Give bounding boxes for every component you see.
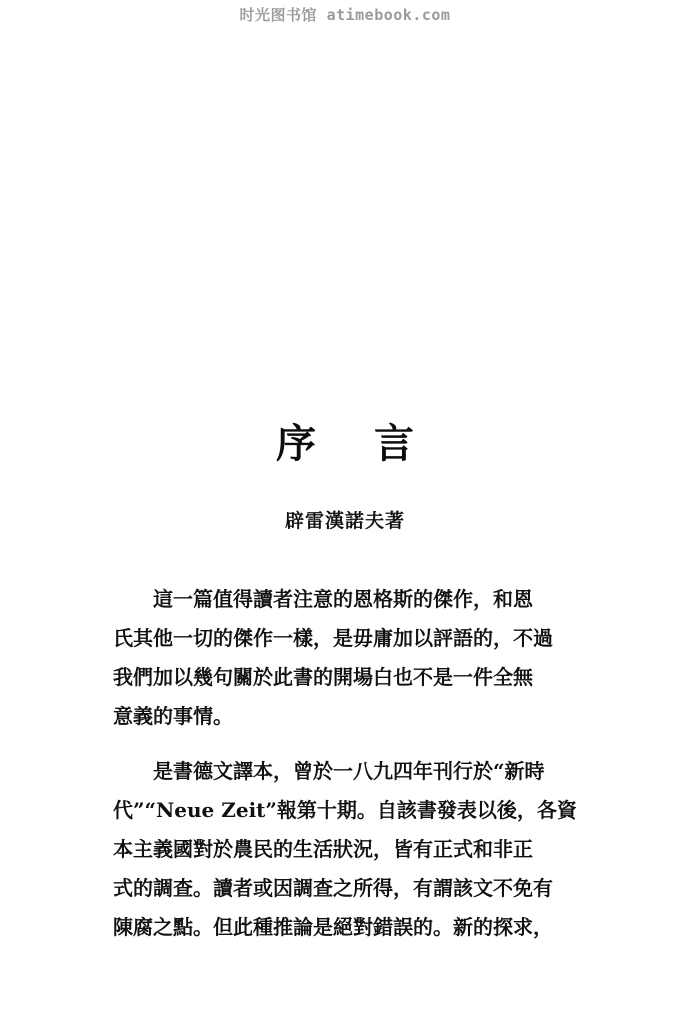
text-line: 本主義國對於農民的生活狀況，皆有正式和非正: [113, 837, 533, 861]
watermark: 时光图书馆 atimebook.com: [239, 6, 451, 24]
title-char-1: 序: [276, 420, 316, 467]
text-line: 是書德文譯本，曾於一八九四年刊行於“新時: [113, 759, 545, 783]
text-line: 代”“Neue Zeit”報第十期。自該書發表以後，各資: [113, 798, 577, 822]
text-line: 氏其他一切的傑作一樣，是毋庸加以評語的，不過: [113, 626, 553, 650]
body-text: [113, 580, 579, 947]
text-line: 我們加以幾句關於此書的開場白也不是一件全無: [113, 665, 533, 689]
text-line: 陳腐之點。但此種推論是絕對錯誤的。新的探求，: [113, 915, 553, 939]
text-line: 這一篇值得讀者注意的恩格斯的傑作，和恩: [113, 587, 533, 611]
text-line: 意義的事情。: [113, 704, 233, 728]
title-char-2: 言: [374, 420, 414, 467]
author-byline: 辟雷漢諾夫著: [284, 510, 405, 532]
page-title: [0, 412, 690, 469]
text-line: 式的調查。讀者或因調查之所得，有謂該文不免有: [113, 876, 553, 900]
